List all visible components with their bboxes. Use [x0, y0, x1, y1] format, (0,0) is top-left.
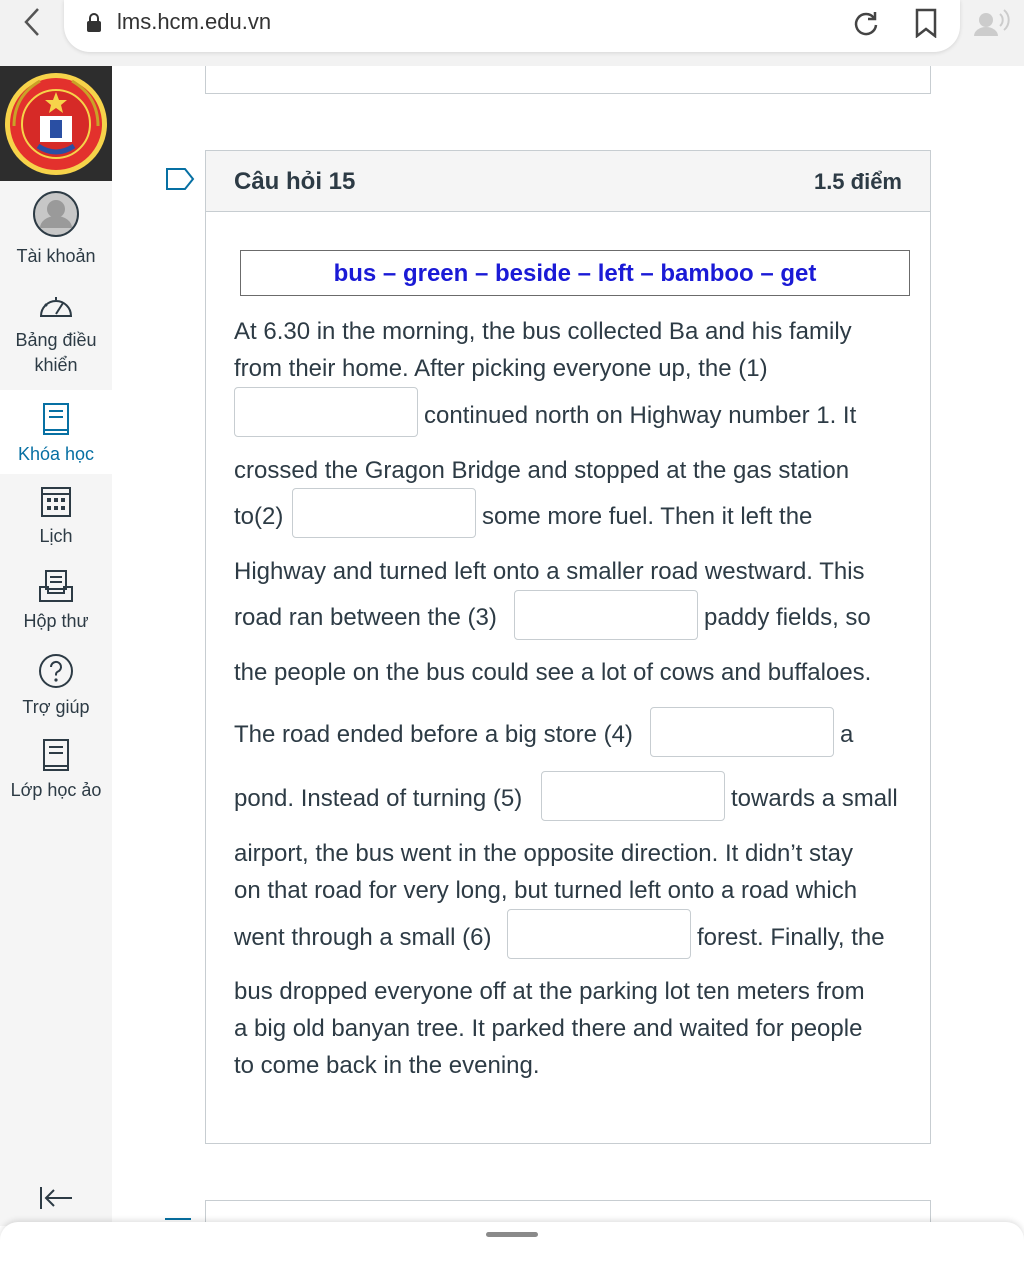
- help-icon: [38, 653, 74, 689]
- blank-2-input[interactable]: [292, 488, 476, 538]
- sheet-handle[interactable]: [486, 1232, 538, 1237]
- nav-virtual-class-label: Lớp học ảo: [10, 780, 102, 800]
- lock-icon: [86, 13, 102, 33]
- passage-line: pond. Instead of turning (5): [234, 785, 523, 812]
- passage-line: paddy fields, so: [704, 604, 871, 631]
- passage-line: to(2): [234, 503, 284, 530]
- passage-line: went through a small (6): [234, 924, 492, 951]
- passage-line: on that road for very long, but turned left onto a road which: [234, 877, 858, 904]
- dashboard-icon: [37, 290, 75, 322]
- passage-line: to come back in the evening.: [234, 1052, 540, 1079]
- global-navigation: [0, 66, 112, 1226]
- passage-line: The road ended before a big store (4): [234, 721, 633, 748]
- question-card: [205, 150, 931, 1144]
- passage-line: forest. Finally, the: [697, 924, 885, 951]
- nav-help-label: Trợ giúp: [22, 697, 90, 717]
- passage-line: a big old banyan tree. It parked there and waited for people: [234, 1015, 863, 1042]
- url-text: lms.hcm.edu.vn: [117, 9, 272, 34]
- nav-virtual-class[interactable]: [0, 738, 112, 803]
- reload-icon[interactable]: [852, 9, 880, 37]
- emblem-icon: [0, 66, 112, 181]
- word-bank: bus – green – beside – left – bamboo – get: [240, 250, 910, 296]
- passage-line: towards a small: [731, 785, 898, 812]
- flag-question-icon[interactable]: [165, 167, 195, 191]
- avatar-icon: [32, 190, 80, 238]
- passage-line: crossed the Gragon Bridge and stopped at the gas station: [234, 457, 850, 484]
- passage-line: some more fuel. Then it left the: [482, 503, 813, 530]
- passage-line: airport, the bus went in the opposite direction. It didn’t stay: [234, 840, 854, 867]
- virtual-class-icon: [41, 738, 71, 772]
- passage-line: the people on the bus could see a lot of cows and buffaloes.: [234, 659, 872, 686]
- nav-courses[interactable]: [0, 390, 112, 474]
- nav-inbox[interactable]: [0, 569, 112, 634]
- nav-calendar[interactable]: [0, 484, 112, 549]
- passage-line: bus dropped everyone off at the parking lot ten meters from: [234, 978, 865, 1005]
- previous-question-box: [205, 66, 931, 94]
- blank-3-input[interactable]: [514, 590, 698, 640]
- passage-line: continued north on Highway number 1. It: [424, 402, 857, 429]
- passage-line: road ran between the (3): [234, 604, 497, 631]
- courses-icon: [41, 402, 71, 436]
- school-logo[interactable]: [0, 66, 112, 181]
- nav-inbox-label: Hộp thư: [23, 611, 89, 631]
- nav-dashboard-label: Bảng điều khiển: [15, 330, 97, 375]
- question-points: 1.5 điểm: [813, 169, 902, 194]
- back-arrow-icon[interactable]: [18, 6, 48, 38]
- bookmark-icon[interactable]: [914, 8, 938, 38]
- nav-calendar-label: Lịch: [39, 526, 73, 546]
- calendar-icon: [40, 484, 72, 518]
- passage-line: from their home. After picking everyone up, the (1): [234, 355, 768, 382]
- browser-toolbar: [0, 0, 1024, 66]
- passage-line: At 6.30 in the morning, the bus collected Ba and his family: [234, 318, 852, 345]
- nav-account[interactable]: [0, 190, 112, 269]
- nav-dashboard[interactable]: [0, 290, 112, 378]
- passage-line: Highway and turned left onto a smaller road westward. This: [234, 558, 865, 585]
- nav-help[interactable]: [0, 653, 112, 720]
- collapse-nav-icon[interactable]: [38, 1184, 74, 1212]
- passage-line: a: [840, 721, 854, 748]
- browser-bottom-sheet: [0, 1222, 1024, 1277]
- blank-1-input[interactable]: [234, 387, 418, 437]
- inbox-icon: [38, 569, 74, 603]
- nav-account-label: Tài khoản: [16, 246, 96, 266]
- reader-mode-icon[interactable]: [972, 8, 1012, 38]
- blank-6-input[interactable]: [507, 909, 691, 959]
- question-header: [206, 151, 930, 212]
- blank-4-input[interactable]: [650, 707, 834, 757]
- address-bar[interactable]: [64, 0, 960, 52]
- nav-courses-label: Khóa học: [17, 444, 95, 464]
- blank-5-input[interactable]: [541, 771, 725, 821]
- question-title: Câu hỏi 15: [234, 168, 356, 195]
